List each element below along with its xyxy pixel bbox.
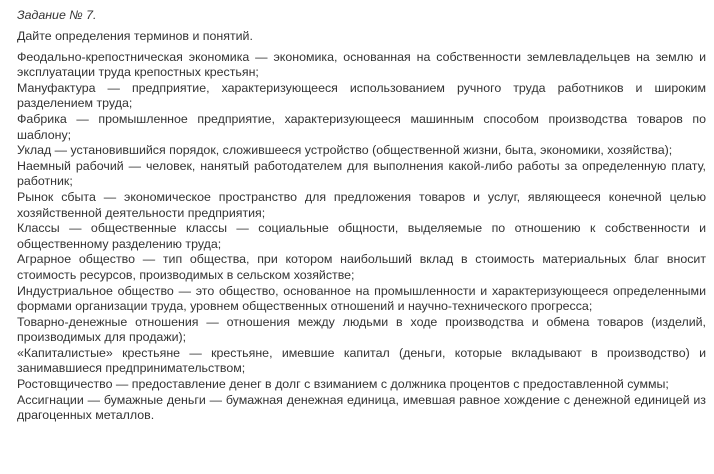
task-instruction: Дайте определения терминов и понятий. [17,29,253,43]
definition-item: Феодально-крепостническая экономика — экономика, основанная на собственности землевладельцев на землю и эксплуатации труда крепостных крестьян; [17,49,706,80]
definition-item: Ростовщичество — предоставление денег в долг с взиманием с должника процентов с предоставленной суммы; [17,377,669,392]
definition-item: «Капиталистые» крестьяне — крестьяне, имевшие капитал (деньги, которые вкладывают в производство) и занимавшиеся предпринимательством; [17,345,706,376]
definition-item: Мануфактура — предприятие, характеризующееся использованием ручного труда работников и широким разделением труда; [17,80,706,111]
definition-item: Ассигнации — бумажные деньги — бумажная денежная единица, имевшая равное хождение с денежной единицей из драгоценных металлов. [17,392,706,423]
definition-item: Фабрика — промышленное предприятие, характеризующееся машинным способом производства товаров по шаблону; [17,111,706,142]
definition-item: Аграрное общество — тип общества, при котором наибольший вклад в стоимость материальных благ вносит стоимость ресурсов, производимых в сельском хозяйстве; [17,252,706,282]
definition-item: Уклад — установившийся порядок, сложившееся устройство (общественной жизни, быта, экономики, хозяйства); [17,143,673,158]
task-title: Задание № 7. [17,8,97,22]
definition-item: Наемный рабочий — человек, нанятый работодателем для выполнения какой-либо работы за определенную плату, работник; [17,158,706,189]
definition-item: Товарно-денежные отношения — отношения между людьми в ходе производства и обмена товаров (изделий, производимых для продажи); [17,314,706,345]
definition-item: Индустриальное общество — это общество, основанное на промышленности и характеризующееся определенными формами организации труда, уровнем общественных отношений и научно-технического прогресса; [17,283,706,314]
definitions-list [17,50,706,424]
definition-item: Классы — общественные классы — социальные общности, выделяемые по отношению к собственности и общественному разделению труда; [17,221,706,251]
definition-item: Рынок сбыта — экономическое пространство для предложения товаров и услуг, являющееся конечной целью хозяйственной деятельности предприятия; [17,189,706,220]
